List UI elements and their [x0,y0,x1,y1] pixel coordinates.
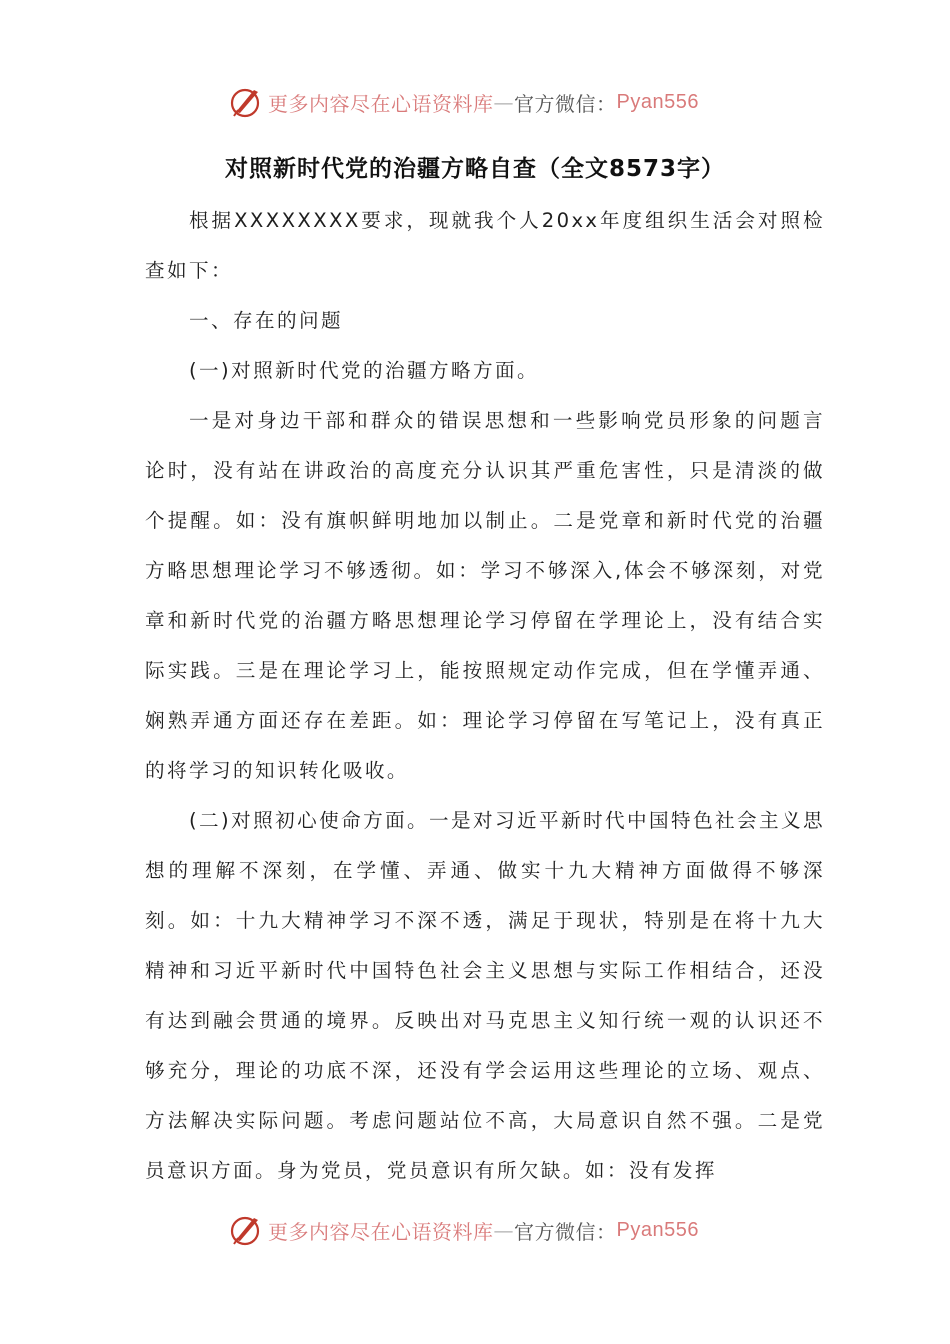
header-watermark-banner [228,82,699,122]
banner-wechat-label: 官方微信： [514,91,617,116]
banner-dash: — [493,90,514,114]
banner-dash: — [493,1218,514,1242]
banner-wechat-id: Pyan556 [616,90,699,113]
quill-logo-icon [228,1212,264,1248]
footer-watermark-banner [228,1210,699,1250]
banner-slogan: 更多内容尽在心语资料库 [268,91,494,116]
document-title: 对照新时代党的治疆方略自查（全文8573字） [224,156,725,182]
banner-wechat-label: 官方微信： [514,1219,617,1244]
paragraph-body: (二)对照初心使命方面。一是对习近平新时代中国特色社会主义思想的理解不深刻，在学懂、弄通、做实十九大精神方面做得不够深刻。如：十九大精神学习不深不透，满足于现状，特别是在将十九大精神和习近平新时代中国特色社会主义思想与实际工作相结合，还没有达到融会贯通的境界。反映出对马克思主义知行统一观的认识还不够充分，理论的功底不深，还没有学会运用这些理论的立场、观点、方法解决实际问题。考虑问题站位不高，大局意识自然不强。二是党员意识方面。身为党员，党员意识有所欠缺。如：没有发挥 [145,809,825,1182]
banner-wechat-id: Pyan556 [616,1218,699,1241]
document-body [145,196,825,1196]
paragraph-intro: 根据XXXXXXXX要求，现就我个人20xx年度组织生活会对照检查如下： [145,209,825,282]
banner-slogan: 更多内容尽在心语资料库 [268,1219,494,1244]
subsection-heading: (一)对照新时代党的治疆方略方面。 [189,359,539,382]
quill-logo-icon [228,84,264,120]
section-heading: 一、存在的问题 [189,309,343,332]
paragraph-body: 一是对身边干部和群众的错误思想和一些影响党员形象的问题言论时，没有站在讲政治的高度充分认识其严重危害性，只是清淡的做个提醒。如：没有旗帜鲜明地加以制止。二是党章和新时代党的治疆方略思想理论学习不够透彻。如：学习不够深入,体会不够深刻，对党章和新时代党的治疆方略思想理论学习停留在学理论上，没有结合实际实践。三是在理论学习上，能按照规定动作完成，但在学懂弄通、娴熟弄通方面还存在差距。如：理论学习停留在写笔记上，没有真正的将学习的知识转化吸收。 [145,409,825,782]
